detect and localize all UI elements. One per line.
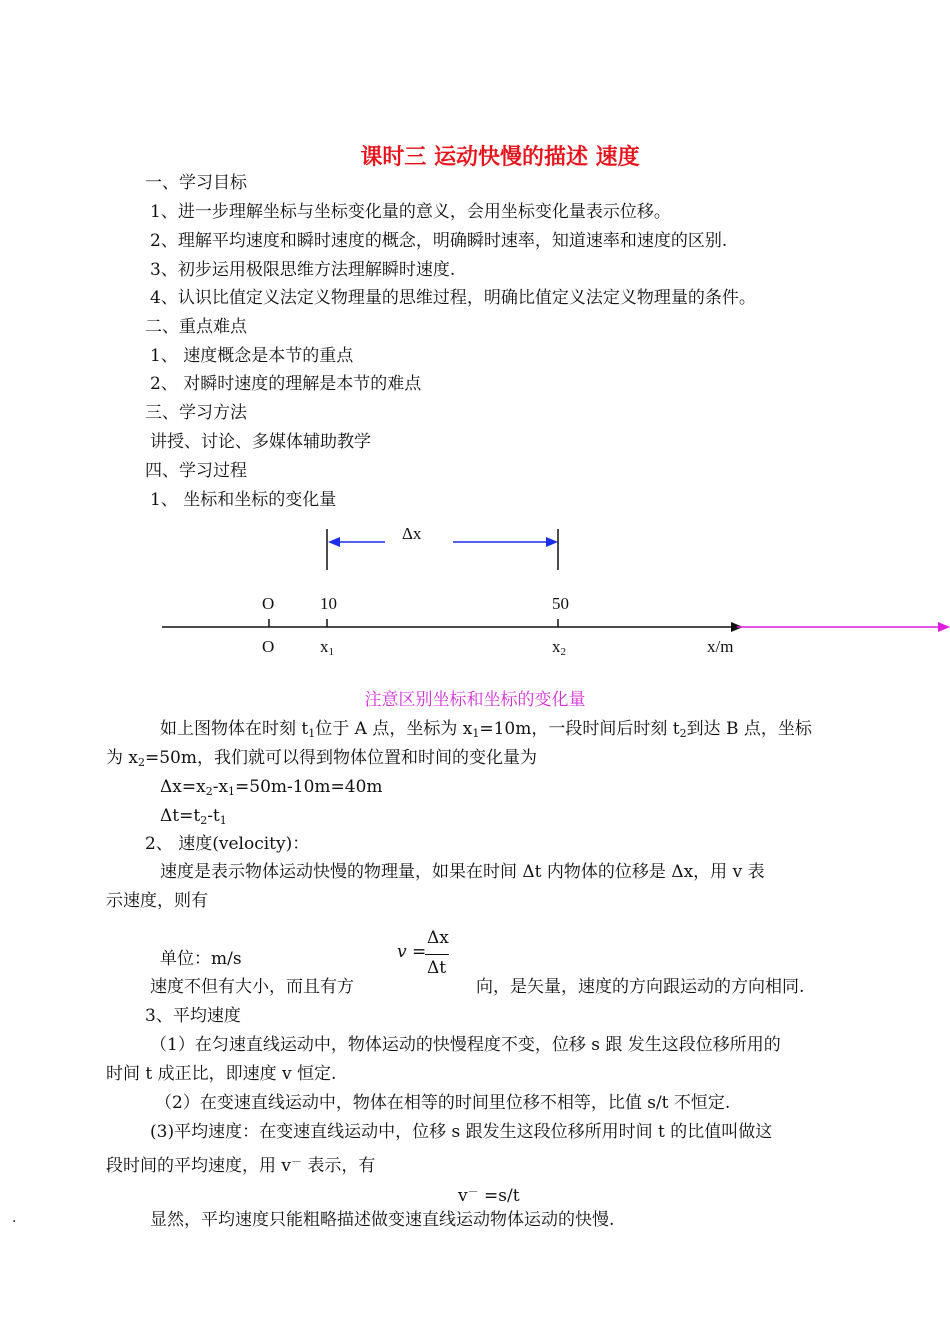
origin-label-bottom: O: [262, 637, 275, 656]
axis-unit-label: x/m: [707, 637, 734, 656]
final-sentence: 显然，平均速度只能粗略描述做变速直线运动物体运动的快慢.: [150, 1210, 615, 1230]
note-text: 注意区别坐标和坐标的变化量: [364, 690, 586, 710]
delta-arrow-right-head: [546, 537, 558, 547]
key-point-2: 2、 对瞬时速度的理解是本节的难点: [150, 374, 422, 394]
x2-label: x2: [552, 637, 566, 658]
equation-delta-t: $\Delta t=t_2-t_1$: [160, 806, 227, 827]
coordinate-axis-diagram: [0, 515, 950, 665]
section-heading-method: 三、学习方法: [145, 403, 247, 423]
average-velocity-equation: v－ =s/t: [458, 1185, 520, 1206]
section-heading-goals: 一、学习目标: [145, 173, 247, 193]
goal-item-3: 3、初步运用极限思维方法理解瞬时速度.: [150, 260, 456, 280]
formula-v: v: [397, 942, 407, 962]
formula-equals: =: [412, 942, 427, 962]
tick-label-10: 10: [320, 594, 337, 613]
x1-label: x1: [320, 637, 334, 658]
origin-label-top: O: [262, 594, 275, 613]
paragraph-1-line-2: 为 $x_2=50m$，我们就可以得到物体位置和时间的变化量为: [106, 748, 537, 769]
avg-para-1-line-2: 时间 t 成正比，即速度 v 恒定.: [106, 1064, 337, 1084]
velocity-formula: [395, 928, 465, 982]
goal-item-4: 4、认识比值定义法定义物理量的思维过程，明确比值定义法定义物理量的条件。: [150, 288, 756, 308]
subsection-velocity: 2、 速度(velocity)：: [145, 834, 310, 854]
vector-para-part-1: 速度不但有大小，而且有方: [150, 977, 354, 997]
velocity-para-line-2: 示速度，则有: [106, 891, 208, 911]
section-heading-key-points: 二、重点难点: [145, 317, 247, 337]
paragraph-1-line-1: 如上图物体在时刻 $t_1$位于 A 点，坐标为 $x_1=10m$，一段时间后时刻 $t_2$到达 B 点，坐标: [160, 719, 812, 740]
fraction-bar: [425, 954, 449, 955]
goal-item-1: 1、进一步理解坐标与坐标变化量的意义，会用坐标变化量表示位移。: [150, 202, 671, 222]
vector-para-part-2: 向，是矢量，速度的方向跟运动的方向相同.: [476, 977, 805, 997]
goal-item-2: 2、理解平均速度和瞬时速度的概念，明确瞬时速率，知道速率和速度的区别.: [150, 231, 728, 251]
section-heading-process: 四、学习过程: [145, 461, 247, 481]
page-title: 课时三 运动快慢的描述 速度: [360, 145, 640, 170]
subsection-average-velocity: 3、平均速度: [145, 1006, 241, 1026]
tick-label-50: 50: [552, 594, 569, 613]
avg-para-1-line-1: （1）在匀速直线运动中，物体运动的快慢程度不变，位移 s 跟 发生这段位移所用的: [150, 1035, 781, 1055]
velocity-para-line-1: 速度是表示物体运动快慢的物理量，如果在时间 Δt 内物体的位移是 Δx，用 v 表: [160, 862, 765, 882]
subsection-coordinates: 1、 坐标和坐标的变化量: [150, 490, 337, 510]
delta-x-label: Δx: [402, 524, 422, 543]
avg-para-2: （2）在变速直线运动中，物体在相等的时间里位移不相等，比值 s/t 不恒定.: [155, 1093, 731, 1113]
margin-dot: .: [12, 1210, 17, 1226]
avg-para-3-line-2: 段时间的平均速度，用 v－ 表示，有: [106, 1155, 376, 1176]
equation-delta-x: $\Delta x=x_2-x_1=50m-10m=40m$: [160, 777, 383, 798]
key-point-1: 1、 速度概念是本节的重点: [150, 346, 354, 366]
delta-arrow-left-head: [328, 537, 340, 547]
magenta-arrowhead: [938, 622, 950, 632]
formula-numerator: Δx: [427, 928, 449, 948]
avg-para-3-line-1: (3)平均速度：在变速直线运动中，位移 s 跟发生这段位移所用时间 t 的比值叫做这: [150, 1122, 773, 1142]
method-text: 讲授、讨论、多媒体辅助教学: [150, 432, 371, 452]
unit-text: 单位：m/s: [160, 949, 242, 969]
formula-denominator: Δt: [427, 958, 447, 978]
